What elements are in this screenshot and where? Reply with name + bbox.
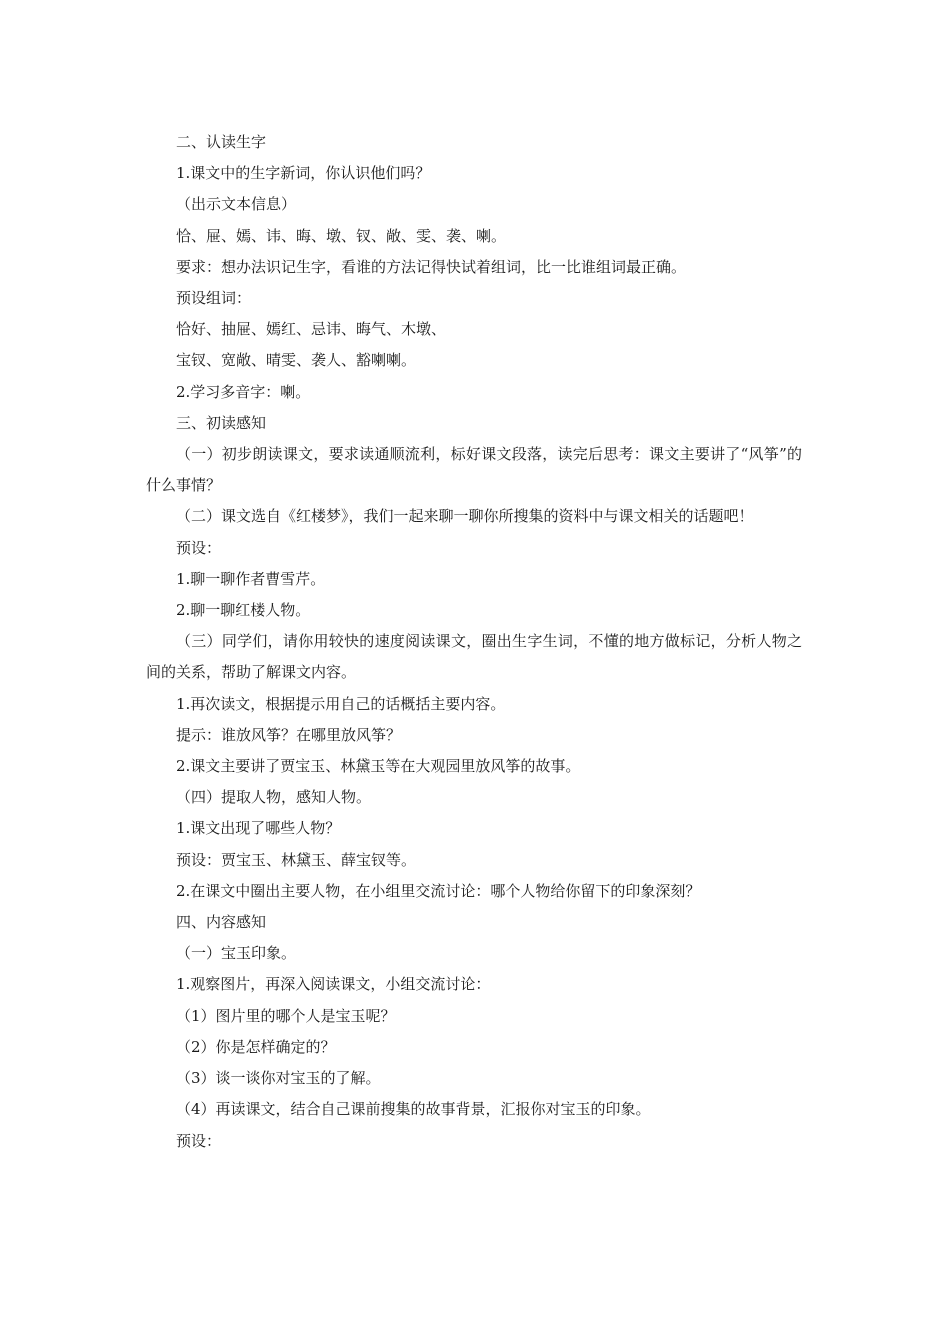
paragraph: （一）初步朗读课文，要求读通顺流利，标好课文段落，读完后思考：课文主要讲了“风筝”的什么事情？ bbox=[146, 445, 802, 495]
paragraph: 2.聊一聊红楼人物。 bbox=[176, 601, 311, 620]
section-heading-first-reading: 三、初读感知 bbox=[176, 413, 267, 432]
paragraph: 1.聊一聊作者曹雪芹。 bbox=[176, 569, 326, 588]
paragraph: 预设组词： bbox=[176, 289, 252, 308]
paragraph: 2.在课文中圈出主要人物，在小组里交流讨论：哪个人物给你留下的印象深刻？ bbox=[176, 881, 701, 900]
paragraph: 1.观察图片，再深入阅读课文，小组交流讨论： bbox=[176, 975, 491, 994]
paragraph: 2.学习多音字：喇。 bbox=[176, 382, 311, 401]
paragraph: （三）同学们，请你用较快的速度阅读课文，圈出生字生词，不懂的地方做标记，分析人物之间的关系，帮助了解课文内容。 bbox=[146, 632, 802, 682]
paragraph: 预设：贾宝玉、林黛玉、薛宝钗等。 bbox=[176, 850, 417, 869]
paragraph: 要求：想办法识记生字，看谁的方法记得快试着组词，比一比谁组词最正确。 bbox=[176, 257, 687, 276]
paragraph: 1.课文出现了哪些人物？ bbox=[176, 819, 341, 838]
paragraph: （出示文本信息） bbox=[176, 195, 297, 214]
paragraph: （二）课文选自《红楼梦》，我们一起来聊一聊你所搜集的资料中与课文相关的话题吧！ bbox=[176, 507, 754, 526]
paragraph: （3）谈一谈你对宝玉的了解。 bbox=[176, 1069, 381, 1088]
document-body bbox=[146, 127, 802, 1157]
paragraph: 1.课文中的生字新词，你认识他们吗？ bbox=[176, 164, 431, 183]
paragraph: （四）提取人物，感知人物。 bbox=[176, 788, 372, 807]
paragraph: （2）你是怎样确定的？ bbox=[176, 1037, 336, 1056]
paragraph: 预设： bbox=[176, 1131, 222, 1150]
paragraph: 宝钗、宽敞、晴雯、袭人、豁喇喇。 bbox=[176, 351, 417, 370]
paragraph: 恰、屉、嫣、讳、晦、墩、钗、敞、雯、袭、喇。 bbox=[176, 226, 507, 245]
paragraph: （一）宝玉印象。 bbox=[176, 944, 297, 963]
paragraph: 预设： bbox=[176, 538, 222, 557]
paragraph: 1.再次读文，根据提示用自己的话概括主要内容。 bbox=[176, 694, 506, 713]
paragraph: （1）图片里的哪个人是宝玉呢？ bbox=[176, 1006, 396, 1025]
section-heading-content-perception: 四、内容感知 bbox=[176, 913, 267, 932]
paragraph: 2.课文主要讲了贾宝玉、林黛玉等在大观园里放风筝的故事。 bbox=[176, 757, 581, 776]
paragraph: 恰好、抽屉、嫣红、忌讳、晦气、木墩、 bbox=[176, 320, 447, 339]
paragraph: （4）再读课文，结合自己课前搜集的故事背景，汇报你对宝玉的印象。 bbox=[176, 1100, 651, 1119]
paragraph: 提示：谁放风筝？在哪里放风筝？ bbox=[176, 725, 402, 744]
section-heading-recognize-characters: 二、认读生字 bbox=[176, 133, 267, 151]
